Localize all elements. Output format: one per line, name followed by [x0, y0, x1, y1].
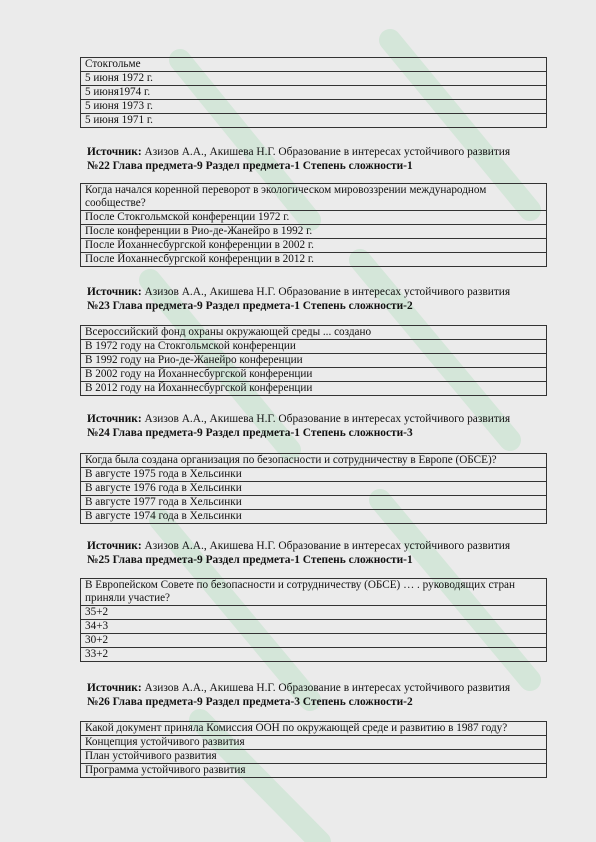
source-label: Источник: [87, 682, 142, 694]
question-meta-26 [87, 681, 557, 709]
answer-text: После Стокгольмской конференции 1972 г. [81, 211, 547, 225]
question-row [81, 722, 547, 736]
source-label: Источник: [87, 286, 142, 298]
source-label: Источник: [87, 146, 142, 158]
answers-table-21 [80, 57, 547, 128]
answer-row [81, 750, 547, 764]
question-meta-22 [87, 145, 557, 173]
answer-text: В августе 1977 года в Хельсинки [81, 496, 547, 510]
answer-row [81, 114, 547, 128]
source-text: Азизов А.А., Акишева Н.Г. Образование в интересах устойчивого развития [141, 540, 511, 552]
answer-row [81, 340, 547, 354]
question-text: Когда была создана организация по безопасности и сотрудничеству в Европе (ОБСЕ)? [81, 454, 547, 468]
question-meta-24 [87, 412, 557, 440]
answer-row [81, 482, 547, 496]
answer-row [81, 468, 547, 482]
answer-row [81, 764, 547, 778]
answer-text: В 2012 году на Йоханнесбургской конференции [81, 382, 547, 396]
answer-text: После Йоханнесбургской конференции в 2012 г. [81, 253, 547, 267]
answer-row [81, 496, 547, 510]
question-meta-25 [87, 539, 557, 567]
answer-text: В 1992 году на Рио-де-Жанейро конференции [81, 354, 547, 368]
answer-text: В 1972 году на Стокгольмской конференции [81, 340, 547, 354]
answer-row [81, 736, 547, 750]
source-text: Азизов А.А., Акишева Н.Г. Образование в интересах устойчивого развития [141, 286, 511, 298]
answer-text: План устойчивого развития [81, 750, 547, 764]
answer-text: Программа устойчивого развития [81, 764, 547, 778]
answer-text: 5 июня 1971 г. [81, 114, 547, 128]
question-header: №26 Глава предмета-9 Раздел предмета-3 Степень сложности-2 [87, 696, 413, 708]
answer-text: 33+2 [81, 648, 547, 662]
question-table-22 [80, 183, 547, 267]
answer-text: 35+2 [81, 606, 547, 620]
question-header: №23 Глава предмета-9 Раздел предмета-1 Степень сложности-2 [87, 300, 413, 312]
answer-text: 5 июня 1973 г. [81, 100, 547, 114]
answer-text: После Йоханнесбургской конференции в 2002 г. [81, 239, 547, 253]
answer-text: В 2002 году на Йоханнесбургской конференции [81, 368, 547, 382]
question-header: №25 Глава предмета-9 Раздел предмета-1 Степень сложности-1 [87, 554, 413, 566]
answer-row [81, 382, 547, 396]
source-label: Источник: [87, 540, 142, 552]
answer-text: В августе 1976 года в Хельсинки [81, 482, 547, 496]
question-row [81, 326, 547, 340]
question-text: В Европейском Совете по безопасности и сотрудничеству (ОБСЕ) … . руководящих стран приняли участие? [81, 579, 547, 606]
answer-row [81, 58, 547, 72]
answer-row [81, 225, 547, 239]
question-text: Всероссийский фонд охраны окружающей среды ... создано [81, 326, 547, 340]
source-text: Азизов А.А., Акишева Н.Г. Образование в интересах устойчивого развития [141, 146, 511, 158]
question-text: Когда начался коренной переворот в экологическом мировоззрении международном сообществе? [81, 184, 547, 211]
answer-row [81, 634, 547, 648]
question-row [81, 184, 547, 211]
answer-row [81, 72, 547, 86]
source-label: Источник: [87, 413, 142, 425]
question-header: №22 Глава предмета-9 Раздел предмета-1 Степень сложности-1 [87, 160, 413, 172]
question-row [81, 579, 547, 606]
answer-text: После конференции в Рио-де-Жанейро в 1992 г. [81, 225, 547, 239]
question-text: Какой документ приняла Комиссия ООН по окружающей среде и развитию в 1987 году? [81, 722, 547, 736]
answer-row [81, 648, 547, 662]
question-row [81, 454, 547, 468]
answer-row [81, 620, 547, 634]
answer-row [81, 211, 547, 225]
source-text: Азизов А.А., Акишева Н.Г. Образование в интересах устойчивого развития [141, 682, 511, 694]
answer-row [81, 253, 547, 267]
question-table-25 [80, 578, 547, 662]
answer-row [81, 239, 547, 253]
answer-row [81, 606, 547, 620]
answer-row [81, 510, 547, 524]
answer-row [81, 86, 547, 100]
answer-row [81, 368, 547, 382]
answer-text: 5 июня 1972 г. [81, 72, 547, 86]
answer-row [81, 100, 547, 114]
answer-text: 34+3 [81, 620, 547, 634]
question-table-23 [80, 325, 547, 396]
answer-row [81, 354, 547, 368]
answer-text: 5 июня1974 г. [81, 86, 547, 100]
question-table-26 [80, 721, 547, 778]
answer-text: В августе 1974 года в Хельсинки [81, 510, 547, 524]
question-meta-23 [87, 285, 557, 313]
answer-text: 30+2 [81, 634, 547, 648]
answer-text: Стокгольме [81, 58, 547, 72]
question-header: №24 Глава предмета-9 Раздел предмета-1 Степень сложности-3 [87, 427, 413, 439]
answer-text: В августе 1975 года в Хельсинки [81, 468, 547, 482]
question-table-24 [80, 453, 547, 524]
answer-text: Концепция устойчивого развития [81, 736, 547, 750]
source-text: Азизов А.А., Акишева Н.Г. Образование в интересах устойчивого развития [141, 413, 511, 425]
